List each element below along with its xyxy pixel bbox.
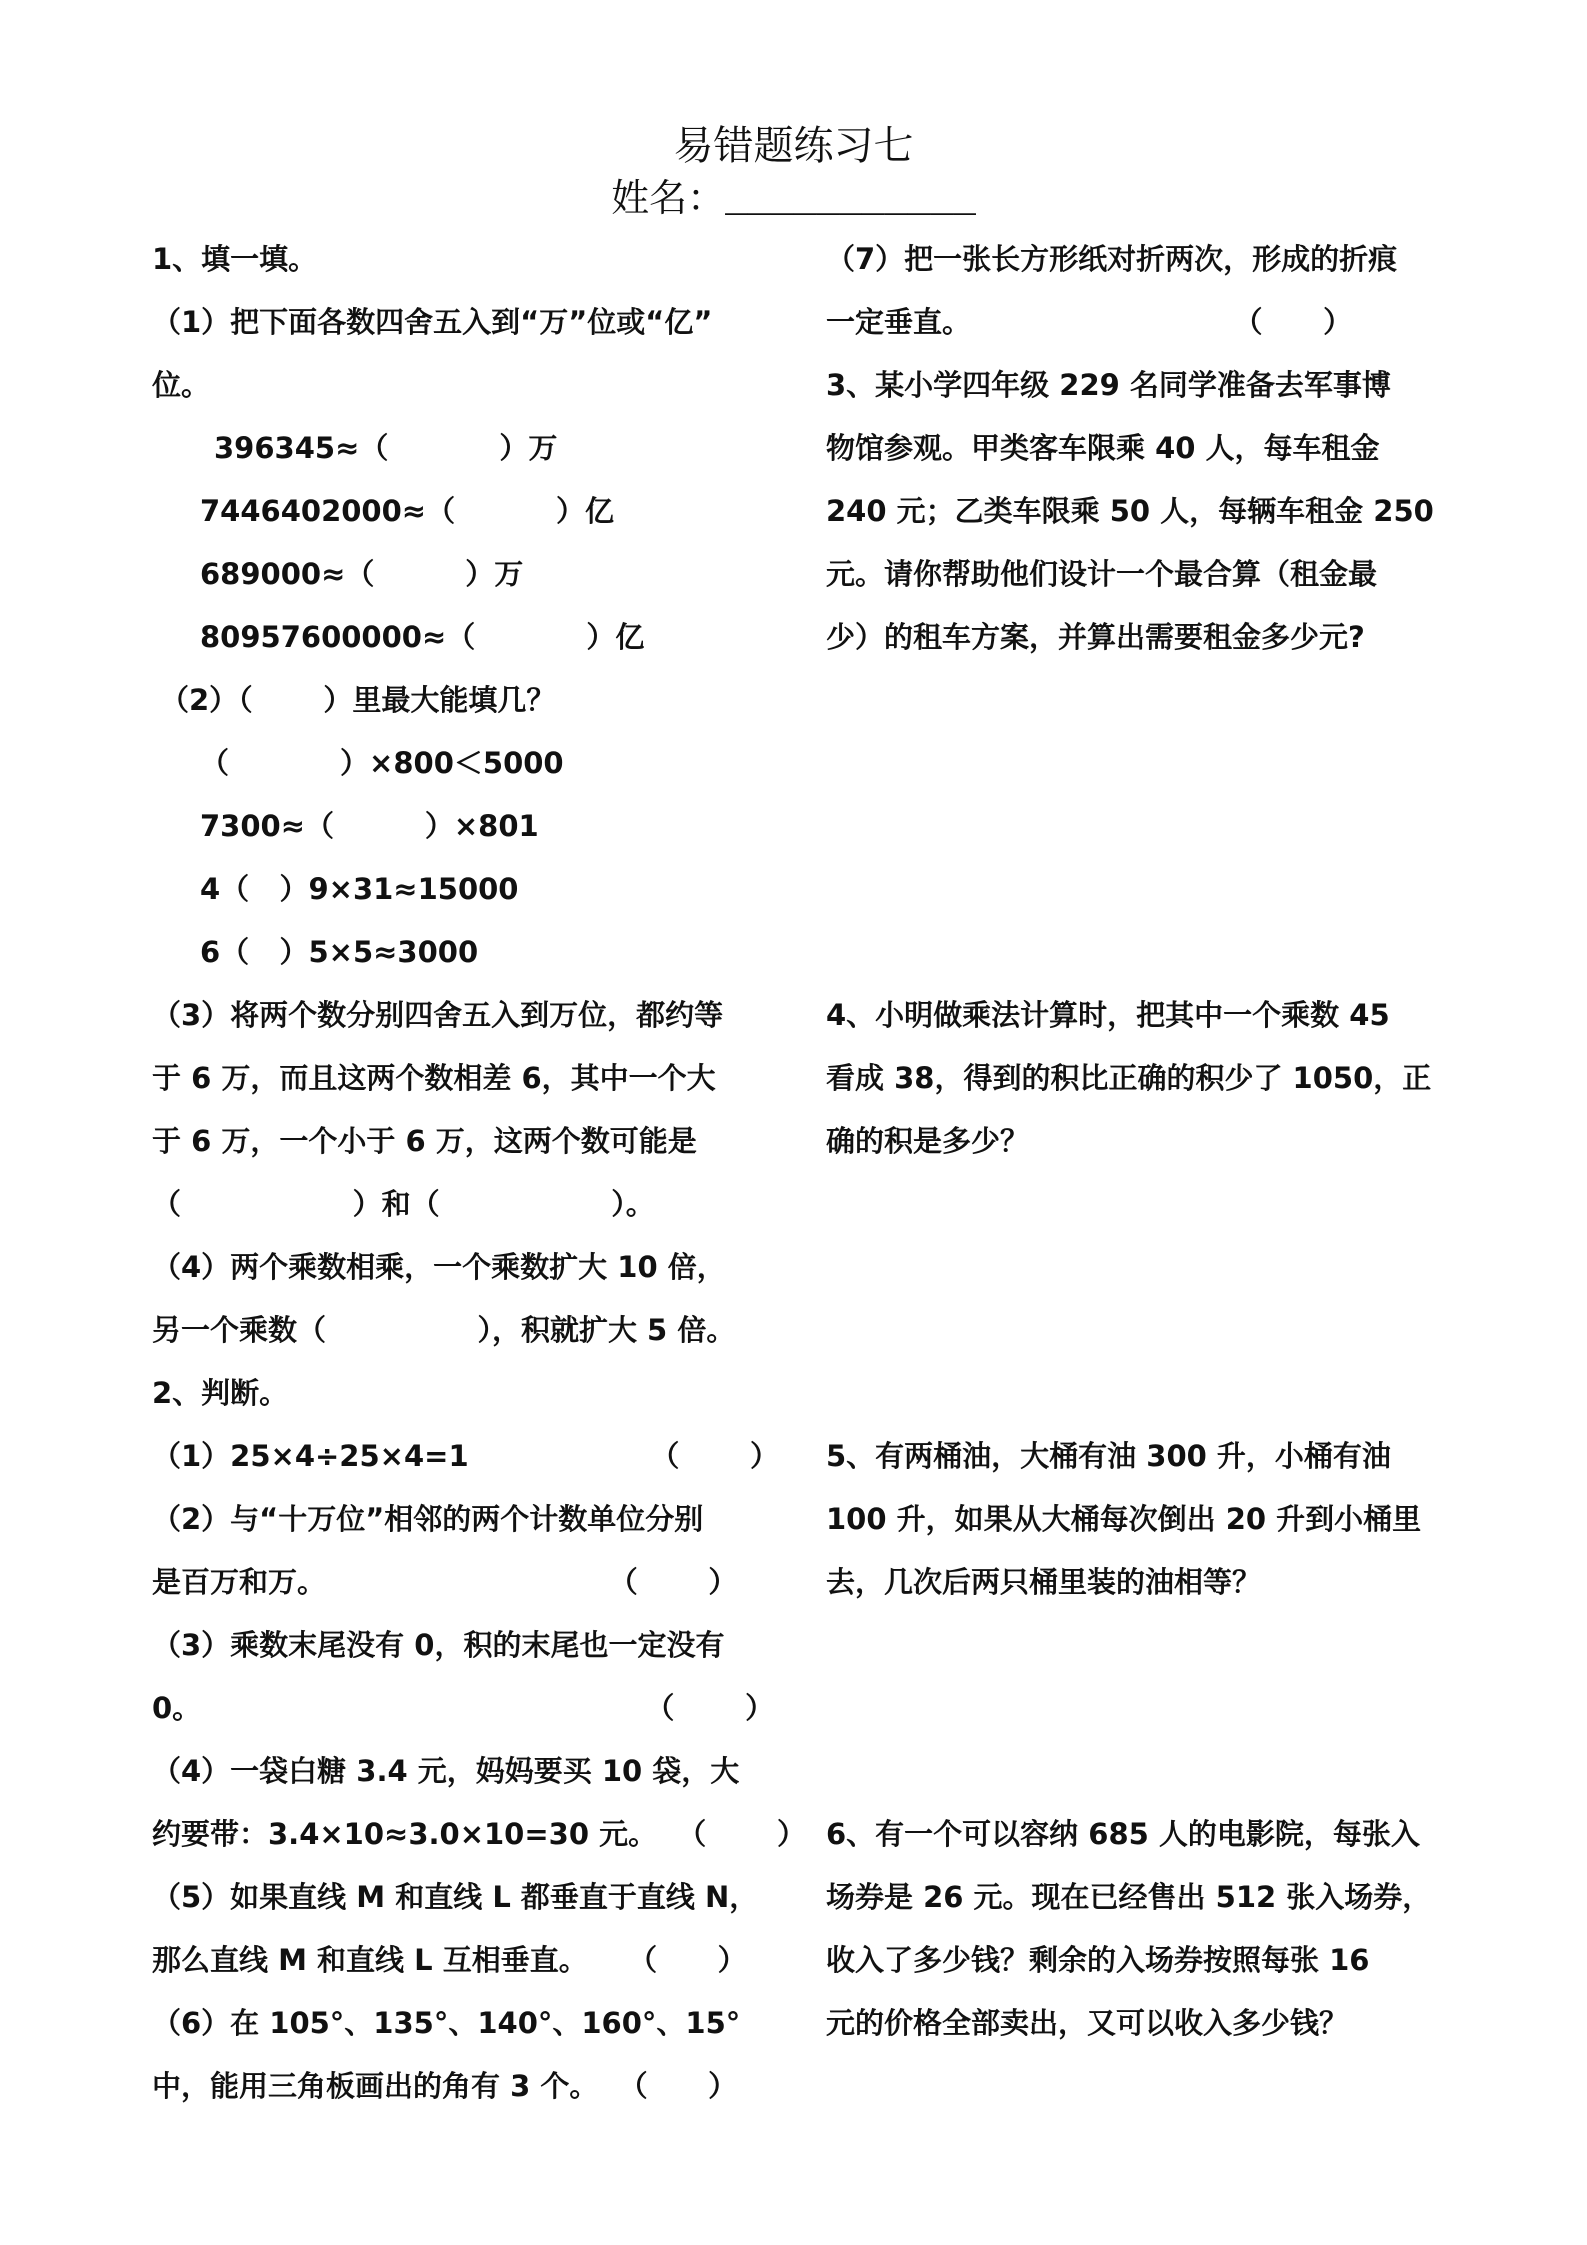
right-line (826, 921, 1456, 984)
right-line (826, 1299, 1456, 1362)
right-line (826, 732, 1456, 795)
left-line: （ ）×800＜5000 (200, 746, 564, 780)
right-line (826, 1740, 1456, 1803)
left-line: 另一个乘数（ ），积就扩大 5 倍。 (152, 1313, 736, 1347)
left-line: 于 6 万，一个小于 6 万，这两个数可能是 (152, 1124, 697, 1158)
right-line: （7）把一张长方形纸对折两次，形成的折痕 (826, 242, 1398, 276)
right-line: 6、有一个可以容纳 685 人的电影院，每张入 (826, 1817, 1420, 1851)
left-line: 396345≈（ ）万 (214, 431, 558, 465)
right-line (826, 1362, 1456, 1425)
left-line: （5）如果直线 M 和直线 L 都垂直于直线 N， (152, 1880, 759, 1914)
right-line: 100 升，如果从大桶每次倒出 20 升到小桶里 (826, 1502, 1422, 1536)
right-column (826, 228, 1456, 2055)
name-field-line (0, 172, 1587, 228)
left-line: 0。 （ ） (152, 1691, 775, 1725)
right-line (826, 795, 1456, 858)
right-line: 物馆参观。甲类客车限乘 40 人，每车租金 (826, 431, 1380, 465)
left-line: 7300≈（ ）×801 (200, 809, 539, 843)
right-line: 少）的租车方案，并算出需要租金多少元? (826, 620, 1365, 654)
right-line: 确的积是多少？ (826, 1124, 1030, 1158)
left-line: 4（ ）9×31≈15000 (200, 872, 519, 906)
right-line: 去，几次后两只桶里装的油相等？ (826, 1565, 1262, 1599)
left-line: 1、填一填。 (152, 242, 318, 276)
name-label: 姓名： (611, 176, 726, 220)
right-line (826, 858, 1456, 921)
left-line: 80957600000≈（ ）亿 (200, 620, 645, 654)
right-line (826, 1677, 1456, 1740)
left-line: （1）25×4÷25×4=1 （ ） (152, 1439, 780, 1473)
left-line: 6（ ）5×5≈3000 (200, 935, 479, 969)
left-line: 那么直线 M 和直线 L 互相垂直。 （ ） (152, 1943, 747, 1977)
left-line: 7446402000≈（ ）亿 (200, 494, 615, 528)
right-line: 4、小明做乘法计算时，把其中一个乘数 45 (826, 998, 1390, 1032)
left-line: 于 6 万，而且这两个数相差 6，其中一个大 (152, 1061, 716, 1095)
right-line: 240 元；乙类车限乘 50 人，每辆车租金 250 (826, 494, 1434, 528)
right-line: 元。请你帮助他们设计一个最合算（租金最 (826, 557, 1378, 591)
right-line (826, 1236, 1456, 1299)
page-title: 易错题练习七 (673, 123, 914, 169)
right-line: 看成 38，得到的积比正确的积少了 1050，正 (826, 1061, 1432, 1095)
right-line: 收入了多少钱？剩余的入场券按照每张 16 (826, 1943, 1370, 1977)
left-line: 位。 (152, 368, 211, 402)
left-line: （ ）和（ ）。 (152, 1187, 655, 1221)
left-line: 2、判断。 (152, 1376, 289, 1410)
left-line: （2）与“十万位”相邻的两个计数单位分别 (152, 1502, 704, 1536)
left-line: （1）把下面各数四舍五入到“万”位或“亿” (152, 305, 713, 339)
left-line: （3）将两个数分别四舍五入到万位，都约等 (152, 998, 724, 1032)
left-line: （4）一袋白糖 3.4 元，妈妈要买 10 袋，大 (152, 1754, 740, 1788)
right-line: 元的价格全部卖出，又可以收入多少钱？ (826, 2006, 1349, 2040)
left-line: （4）两个乘数相乘，一个乘数扩大 10 倍， (152, 1250, 726, 1284)
right-line: 一定垂直。 （ ） (826, 305, 1353, 339)
name-blank[interactable]: ___________ (725, 180, 976, 223)
left-line: （2）（ ）里最大能填几？ (160, 683, 556, 717)
left-line: 约要带：3.4×10≈3.0×10=30 元。 （ ） (152, 1817, 806, 1851)
left-line: 是百万和万。 （ ） (152, 1565, 738, 1599)
right-line: 场券是 26 元。现在已经售出 512 张入场券， (826, 1880, 1432, 1914)
right-line (826, 669, 1456, 732)
left-line: 中，能用三角板画出的角有 3 个。 （ ） (152, 2069, 738, 2103)
left-line: 689000≈（ ）万 (200, 557, 524, 591)
right-line (826, 1173, 1456, 1236)
left-line: （6）在 105°、135°、140°、160°、15° (152, 2006, 741, 2040)
right-line (826, 1614, 1456, 1677)
right-line: 3、某小学四年级 229 名同学准备去军事博 (826, 368, 1391, 402)
right-line: 5、有两桶油，大桶有油 300 升，小桶有油 (826, 1439, 1391, 1473)
left-line: （3）乘数末尾没有 0，积的末尾也一定没有 (152, 1628, 725, 1662)
left-column (152, 228, 806, 2118)
